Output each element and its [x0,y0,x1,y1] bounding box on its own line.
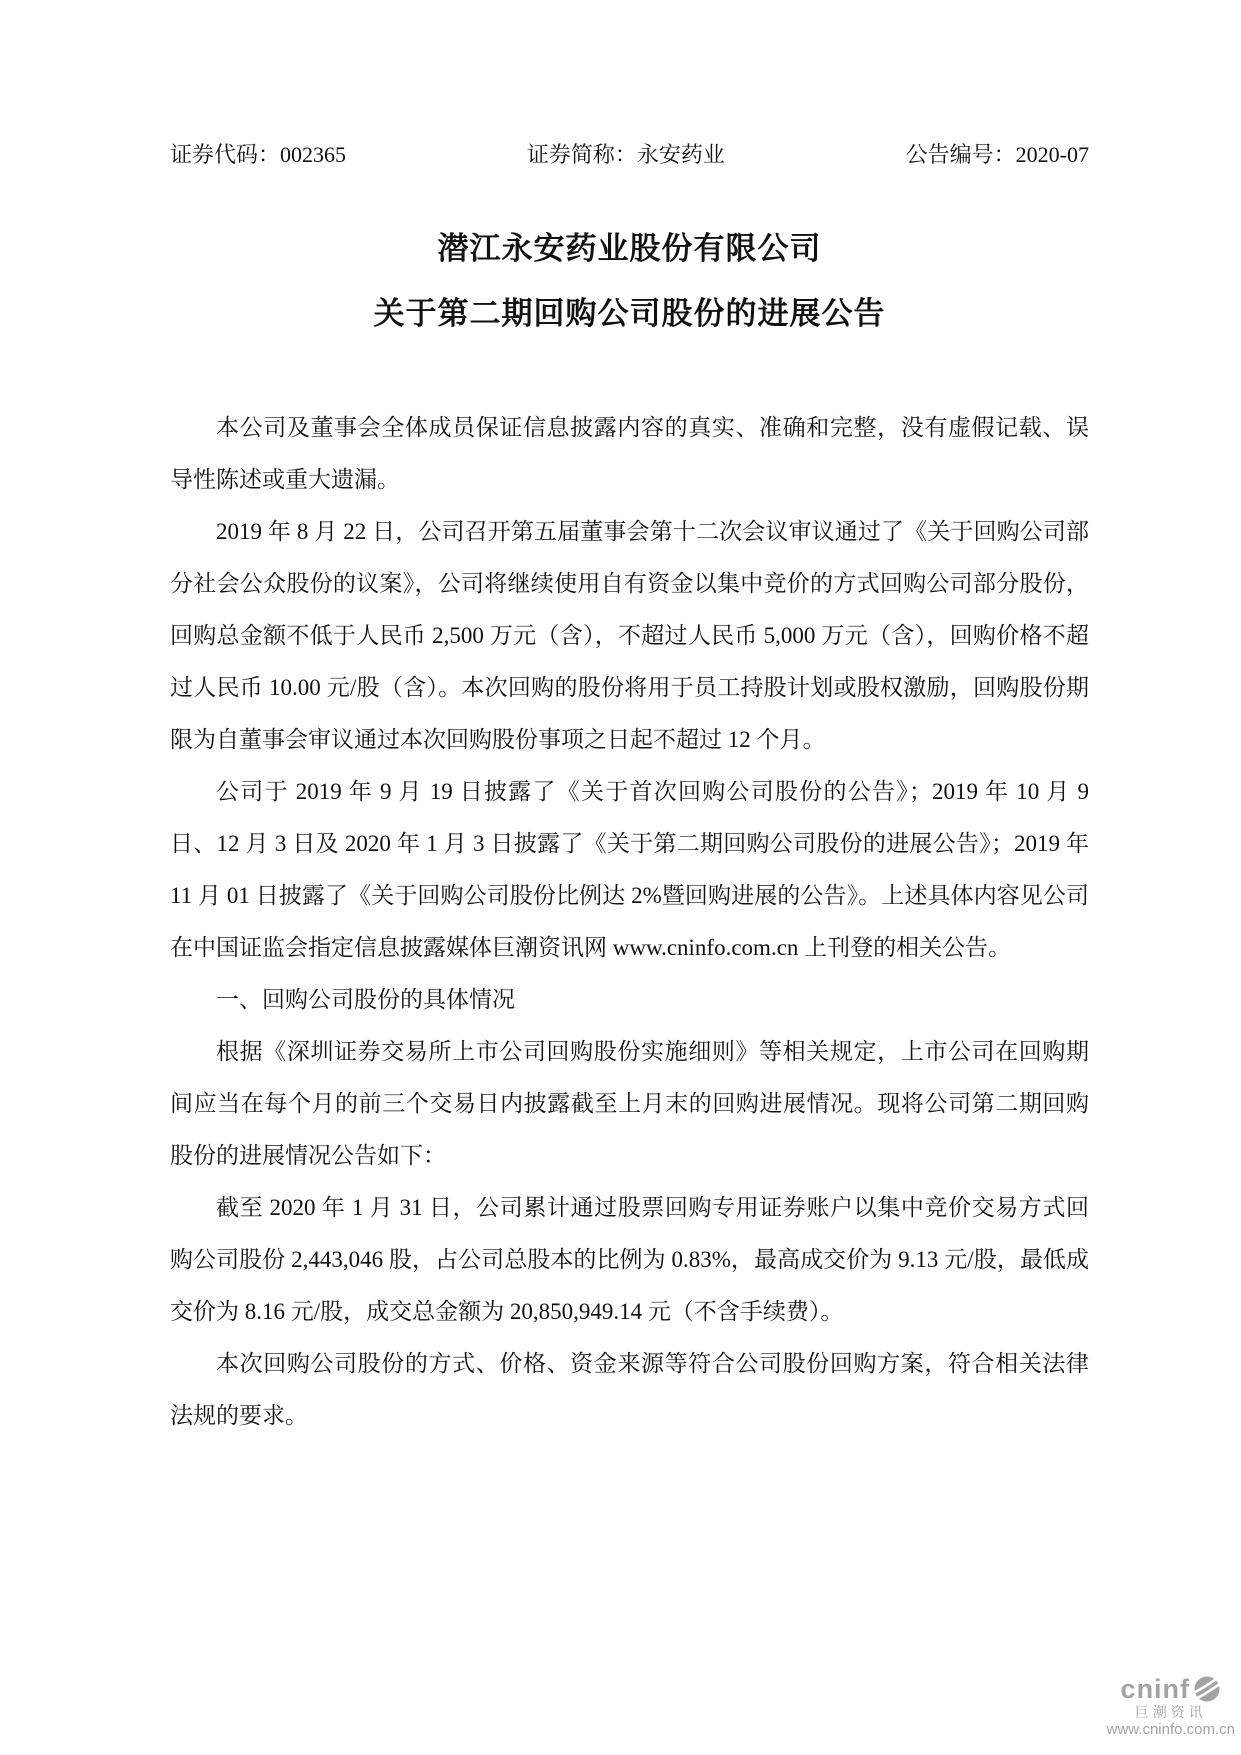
cninfo-logo-text: cninf [1120,1674,1191,1704]
compliance-paragraph: 本次回购公司股份的方式、价格、资金来源等符合公司股份回购方案，符合相关法律法规的要求。 [170,1351,1089,1428]
document-header [170,140,1089,170]
cninfo-globe-icon [1193,1675,1221,1703]
cninfo-chinese-name: 巨潮资讯 [1134,1704,1207,1720]
cninfo-logo-row [1121,1675,1222,1703]
announcement-subject-title: 关于第二期回购公司股份的进展公告 [373,296,886,331]
disclaimer-paragraph: 本公司及董事会全体成员保证信息披露内容的真实、准确和完整，没有虚假记载、误导性陈述或重大遗漏。 [170,415,1089,492]
buyback-progress-paragraph: 截至 2020 年 1 月 31 日，公司累计通过股票回购专用证券账户以集中竞价交易方式回购公司股份 2,443,046 股，占公司总股本的比例为 0.83%，最高成交价为 9.13 元/股，最低成交价为 8.16 元/股，成交总金额为 20,850,949.14 元（不含手续费）。 [170,1195,1089,1324]
disclosure-history-paragraph: 公司于 2019 年 9 月 19 日披露了《关于首次回购公司股份的公告》；2019 年 10 月 9 日、12 月 3 日及 2020 年 1 月 3 日披露了《关于第二期回购公司股份的进展公告》；2019 年 11 月 01 日披露了《关于回购公司股份比例达 2%暨回购进展的公告》。上述具体内容见公司在中国证监会指定信息披露媒体巨潮资讯网 www.cninfo.com.cn 上刊登的相关公告。 [170,779,1089,960]
stock-code-label: 证券代码：002365 [170,142,347,167]
stock-abbr-label: 证券简称：永安药业 [526,142,725,167]
cninfo-url: www.cninfo.com.cn [1106,1721,1235,1738]
rules-basis-paragraph: 根据《深圳证券交易所上市公司回购股份实施细则》等相关规定，上市公司在回购期间应当在每个月的前三个交易日内披露截至上月末的回购进展情况。现将公司第二期回购股份的进展情况公告如下： [170,1039,1089,1168]
company-name-title: 潜江永安药业股份有限公司 [437,231,822,266]
document-body [170,402,1089,1442]
title-block [170,216,1089,346]
announcement-number-label: 公告编号：2020-07 [905,142,1089,167]
buyback-plan-paragraph: 2019 年 8 月 22 日，公司召开第五届董事会第十二次会议审议通过了《关于回购公司部分社会公众股份的议案》，公司将继续使用自有资金以集中竞价的方式回购公司部分股份，回购总金额不低于人民币 2,500 万元（含），不超过人民币 5,000 万元（含），回购价格不超过人民币 10.00 元/股（含）。本次回购的股份将用于员工持股计划或股权激励，回购股份期限为自董事会审议通过本次回购股份事项之日起不超过 12 个月。 [170,519,1089,752]
cninfo-watermark [1107,1675,1235,1739]
section-heading: 一、回购公司股份的具体情况 [216,987,515,1012]
